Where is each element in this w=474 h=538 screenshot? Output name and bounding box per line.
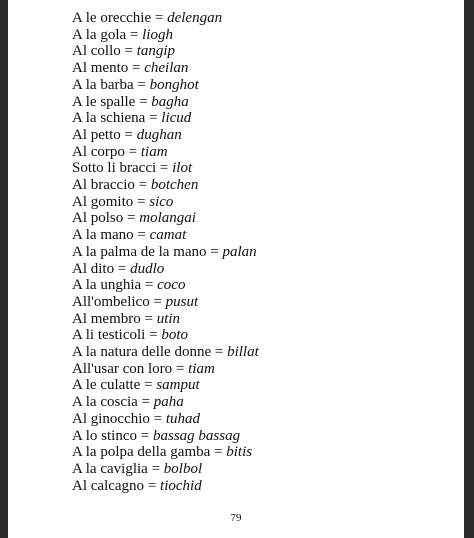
equals-separator: = bbox=[140, 377, 157, 394]
local-term: palan bbox=[222, 243, 257, 260]
vocabulary-entry bbox=[72, 344, 259, 361]
local-term: billat bbox=[227, 344, 259, 361]
italian-term: A la caviglia bbox=[72, 460, 148, 477]
italian-term: Sotto li bracci bbox=[72, 160, 157, 177]
vocabulary-entry bbox=[72, 160, 259, 177]
local-term: liogh bbox=[142, 26, 173, 43]
italian-term: A la unghia bbox=[72, 277, 142, 294]
local-term: pusut bbox=[165, 293, 199, 310]
local-term: molangai bbox=[139, 210, 196, 227]
vocabulary-entry bbox=[72, 177, 259, 194]
equals-separator: = bbox=[133, 76, 150, 93]
equals-separator: = bbox=[123, 210, 140, 227]
equals-separator: = bbox=[120, 126, 137, 143]
equals-separator: = bbox=[128, 60, 145, 77]
vocabulary-entry bbox=[72, 327, 259, 344]
vocabulary-entry bbox=[72, 377, 259, 394]
vocabulary-list bbox=[72, 10, 259, 494]
local-term: bolbol bbox=[163, 460, 203, 477]
vocabulary-entry bbox=[72, 244, 259, 261]
equals-separator: = bbox=[120, 43, 137, 60]
equals-separator: = bbox=[151, 10, 168, 26]
equals-separator: = bbox=[141, 277, 158, 294]
italian-term: All'ombelico bbox=[72, 293, 150, 310]
italian-term: Al mento bbox=[72, 60, 129, 77]
equals-separator: = bbox=[126, 26, 143, 43]
local-term: licud bbox=[161, 110, 192, 127]
equals-separator: = bbox=[149, 410, 166, 427]
equals-separator: = bbox=[137, 394, 154, 411]
vocabulary-entry bbox=[72, 43, 259, 60]
equals-separator: = bbox=[172, 360, 189, 377]
book-page bbox=[8, 0, 464, 538]
equals-separator: = bbox=[206, 243, 223, 260]
local-term: dudlo bbox=[130, 260, 165, 277]
vocabulary-entry bbox=[72, 411, 259, 428]
italian-term: A la mano bbox=[72, 227, 134, 244]
equals-separator: = bbox=[147, 460, 164, 477]
vocabulary-entry bbox=[72, 428, 259, 445]
italian-term: A le spalle bbox=[72, 93, 136, 110]
equals-separator: = bbox=[137, 427, 153, 444]
vocabulary-entry bbox=[72, 478, 259, 495]
local-term: tangip bbox=[136, 43, 176, 60]
equals-separator: = bbox=[156, 160, 173, 177]
equals-separator: = bbox=[145, 327, 162, 344]
vocabulary-entry bbox=[72, 27, 259, 44]
vocabulary-entry bbox=[72, 461, 259, 478]
italian-term: Al braccio bbox=[72, 177, 135, 194]
local-term: bitis bbox=[226, 444, 253, 461]
italian-term: All'usar con loro bbox=[72, 360, 173, 377]
italian-term: A la barba bbox=[72, 76, 134, 93]
equals-separator: = bbox=[149, 293, 166, 310]
equals-separator: = bbox=[134, 177, 151, 194]
italian-term: Al petto bbox=[72, 126, 121, 143]
local-term: boto bbox=[161, 327, 188, 344]
local-term: utin bbox=[156, 310, 181, 327]
italian-term: A le culatte bbox=[72, 377, 141, 394]
local-term: tiam bbox=[188, 360, 215, 377]
vocabulary-entry bbox=[72, 361, 259, 378]
vocabulary-entry bbox=[72, 261, 259, 278]
vocabulary-entry bbox=[72, 60, 259, 77]
local-term: tuhad bbox=[165, 410, 201, 427]
vocabulary-entry bbox=[72, 94, 259, 111]
vocabulary-entry bbox=[72, 444, 259, 461]
vocabulary-entry bbox=[72, 10, 259, 27]
vocabulary-entry bbox=[72, 277, 259, 294]
equals-separator: = bbox=[135, 93, 152, 110]
local-term: bassag bassag bbox=[152, 427, 241, 444]
italian-term: A la gola bbox=[72, 26, 127, 43]
vocabulary-entry bbox=[72, 210, 259, 227]
italian-term: A la polpa della gamba bbox=[72, 444, 211, 461]
italian-term: A li testicoli bbox=[72, 327, 146, 344]
italian-term: Al ginocchio bbox=[72, 410, 150, 427]
equals-separator: = bbox=[140, 310, 157, 327]
italian-term: Al gomito bbox=[72, 193, 134, 210]
italian-term: A la palma de la mano bbox=[72, 243, 207, 260]
italian-term: Al membro bbox=[72, 310, 141, 327]
vocabulary-entry bbox=[72, 294, 259, 311]
local-term: delengan bbox=[167, 10, 223, 26]
vocabulary-entry bbox=[72, 127, 259, 144]
vocabulary-entry bbox=[72, 227, 259, 244]
page-number: 79 bbox=[230, 512, 242, 524]
italian-term: Al polso bbox=[72, 210, 124, 227]
italian-term: A le orecchie bbox=[72, 10, 152, 26]
local-term: botchen bbox=[150, 177, 199, 194]
vocabulary-entry bbox=[72, 77, 259, 94]
local-term: coco bbox=[157, 277, 186, 294]
local-term: sico bbox=[149, 193, 174, 210]
local-term: dughan bbox=[136, 126, 182, 143]
italian-term: A lo stinco bbox=[72, 427, 138, 444]
local-term: camat bbox=[149, 227, 187, 244]
local-term: bonghot bbox=[149, 76, 199, 93]
local-term: paha bbox=[153, 394, 184, 411]
italian-term: A la natura delle donne bbox=[72, 344, 212, 361]
equals-separator: = bbox=[144, 477, 161, 494]
italian-term: Al collo bbox=[72, 43, 121, 60]
local-term: bagha bbox=[151, 93, 189, 110]
italian-term: Al dito bbox=[72, 260, 115, 277]
vocabulary-entry bbox=[72, 311, 259, 328]
italian-term: A la coscia bbox=[72, 394, 138, 411]
equals-separator: = bbox=[145, 110, 162, 127]
equals-separator: = bbox=[133, 193, 150, 210]
equals-separator: = bbox=[133, 227, 150, 244]
local-term: tiochid bbox=[160, 477, 202, 494]
italian-term: Al calcagno bbox=[72, 477, 145, 494]
equals-separator: = bbox=[211, 344, 228, 361]
local-term: cheilan bbox=[144, 60, 189, 77]
italian-term: A la schiena bbox=[72, 110, 146, 127]
vocabulary-entry bbox=[72, 144, 259, 161]
local-term: samput bbox=[156, 377, 200, 394]
equals-separator: = bbox=[210, 444, 227, 461]
equals-separator: = bbox=[124, 143, 141, 160]
equals-separator: = bbox=[114, 260, 131, 277]
vocabulary-entry bbox=[72, 394, 259, 411]
local-term: tiam bbox=[140, 143, 168, 160]
local-term: ilot bbox=[172, 160, 193, 177]
italian-term: Al corpo bbox=[72, 143, 125, 160]
vocabulary-entry bbox=[72, 194, 259, 211]
vocabulary-entry bbox=[72, 110, 259, 127]
